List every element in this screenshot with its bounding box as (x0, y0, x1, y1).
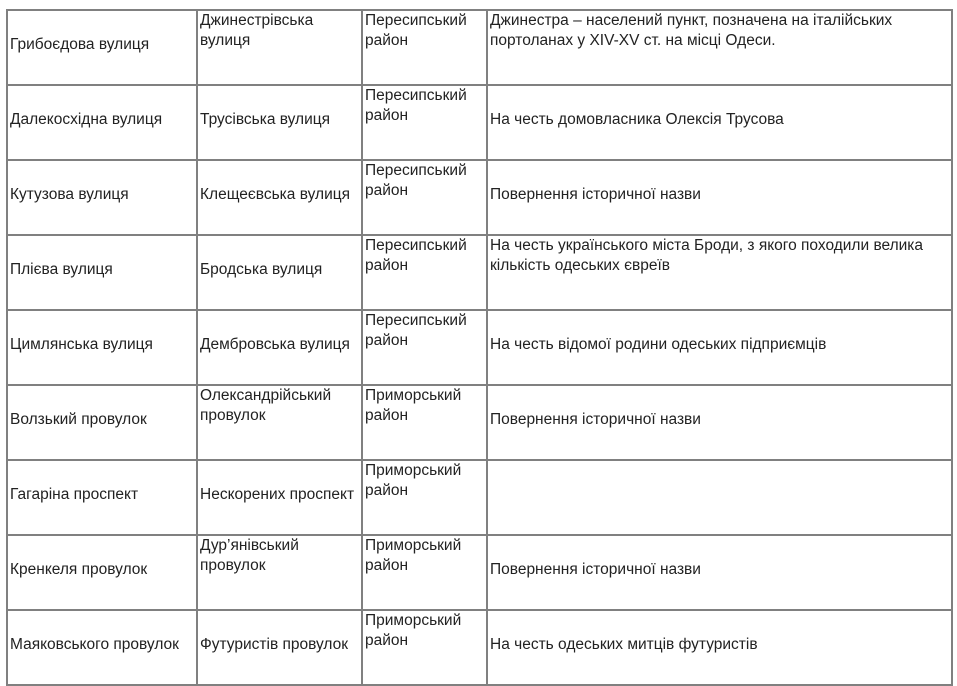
new-name-cell (197, 235, 362, 310)
note-cell (487, 610, 952, 685)
district: Приморський район (365, 537, 462, 574)
district-cell (362, 160, 487, 235)
district: Пересипський район (365, 12, 467, 49)
note: Повернення історичної назви (490, 560, 701, 578)
district: Приморський район (365, 462, 462, 499)
new-name: Клещеєвська вулиця (200, 185, 351, 203)
note: Повернення історичної назви (490, 185, 701, 203)
old-name-cell (7, 310, 197, 385)
district: Приморський район (365, 387, 462, 424)
district-cell (362, 310, 487, 385)
new-name: Бродська вулиця (200, 260, 323, 278)
note-cell (487, 385, 952, 460)
new-name: Джинестрівська вулиця (200, 12, 314, 49)
table-row (7, 460, 952, 535)
district-cell (362, 10, 487, 85)
old-name-cell (7, 535, 197, 610)
new-name-cell (197, 535, 362, 610)
district-cell (362, 385, 487, 460)
note-cell (487, 10, 952, 85)
new-name: Нескорених проспект (200, 485, 355, 503)
note-cell (487, 235, 952, 310)
note: На честь одеських митців футуристів (490, 635, 758, 653)
new-name: Дембровська вулиця (200, 335, 350, 353)
district-cell (362, 460, 487, 535)
old-name: Гагаріна проспект (10, 485, 139, 503)
old-name: Плієва вулиця (10, 260, 113, 278)
note: На честь відомої родини одеських підприємців (490, 335, 827, 353)
street-renaming-table (6, 9, 953, 686)
old-name-cell (7, 460, 197, 535)
district-cell (362, 85, 487, 160)
district-cell (362, 535, 487, 610)
old-name: Далекосхідна вулиця (10, 110, 163, 128)
old-name: Кренкеля провулок (10, 560, 148, 578)
district: Пересипський район (365, 237, 467, 274)
note-cell (487, 85, 952, 160)
note-cell (487, 460, 952, 535)
old-name: Волзький провулок (10, 410, 147, 428)
new-name: Футуристів провулок (200, 635, 349, 653)
district: Пересипський район (365, 87, 467, 124)
note: Повернення історичної назви (490, 410, 701, 428)
table-row (7, 310, 952, 385)
new-name-cell (197, 160, 362, 235)
new-name: Дур’янівський провулок (200, 537, 299, 574)
old-name-cell (7, 385, 197, 460)
table-row (7, 235, 952, 310)
table-row (7, 85, 952, 160)
note-cell (487, 310, 952, 385)
old-name-cell (7, 160, 197, 235)
table-row (7, 160, 952, 235)
old-name: Маяковського провулок (10, 635, 179, 653)
new-name-cell (197, 310, 362, 385)
old-name-cell (7, 10, 197, 85)
district-cell (362, 235, 487, 310)
table-row (7, 535, 952, 610)
district: Приморський район (365, 612, 462, 649)
new-name: Трусівська вулиця (200, 110, 331, 128)
table-row (7, 385, 952, 460)
district-cell (362, 610, 487, 685)
renaming-table-container (6, 9, 953, 686)
note-cell (487, 535, 952, 610)
new-name-cell (197, 10, 362, 85)
old-name-cell (7, 85, 197, 160)
note: На честь українського міста Броди, з якого походили велика кількість одеських євреїв (490, 237, 924, 274)
old-name-cell (7, 235, 197, 310)
note: На честь домовласника Олексія Трусова (490, 110, 784, 128)
new-name-cell (197, 85, 362, 160)
note: Джинестра – населений пункт, позначена на італійських портоланах у XIV-XV ст. на місці Одеси. (490, 12, 893, 49)
new-name-cell (197, 460, 362, 535)
district: Пересипський район (365, 162, 467, 199)
old-name-cell (7, 610, 197, 685)
district: Пересипський район (365, 312, 467, 349)
new-name-cell (197, 610, 362, 685)
note-cell (487, 160, 952, 235)
old-name: Цимлянська вулиця (10, 335, 153, 353)
new-name-cell (197, 385, 362, 460)
table-row (7, 610, 952, 685)
old-name: Грибоєдова вулиця (10, 35, 150, 53)
table-row (7, 10, 952, 85)
old-name: Кутузова вулиця (10, 185, 129, 203)
new-name: Олександрійський провулок (200, 387, 332, 424)
